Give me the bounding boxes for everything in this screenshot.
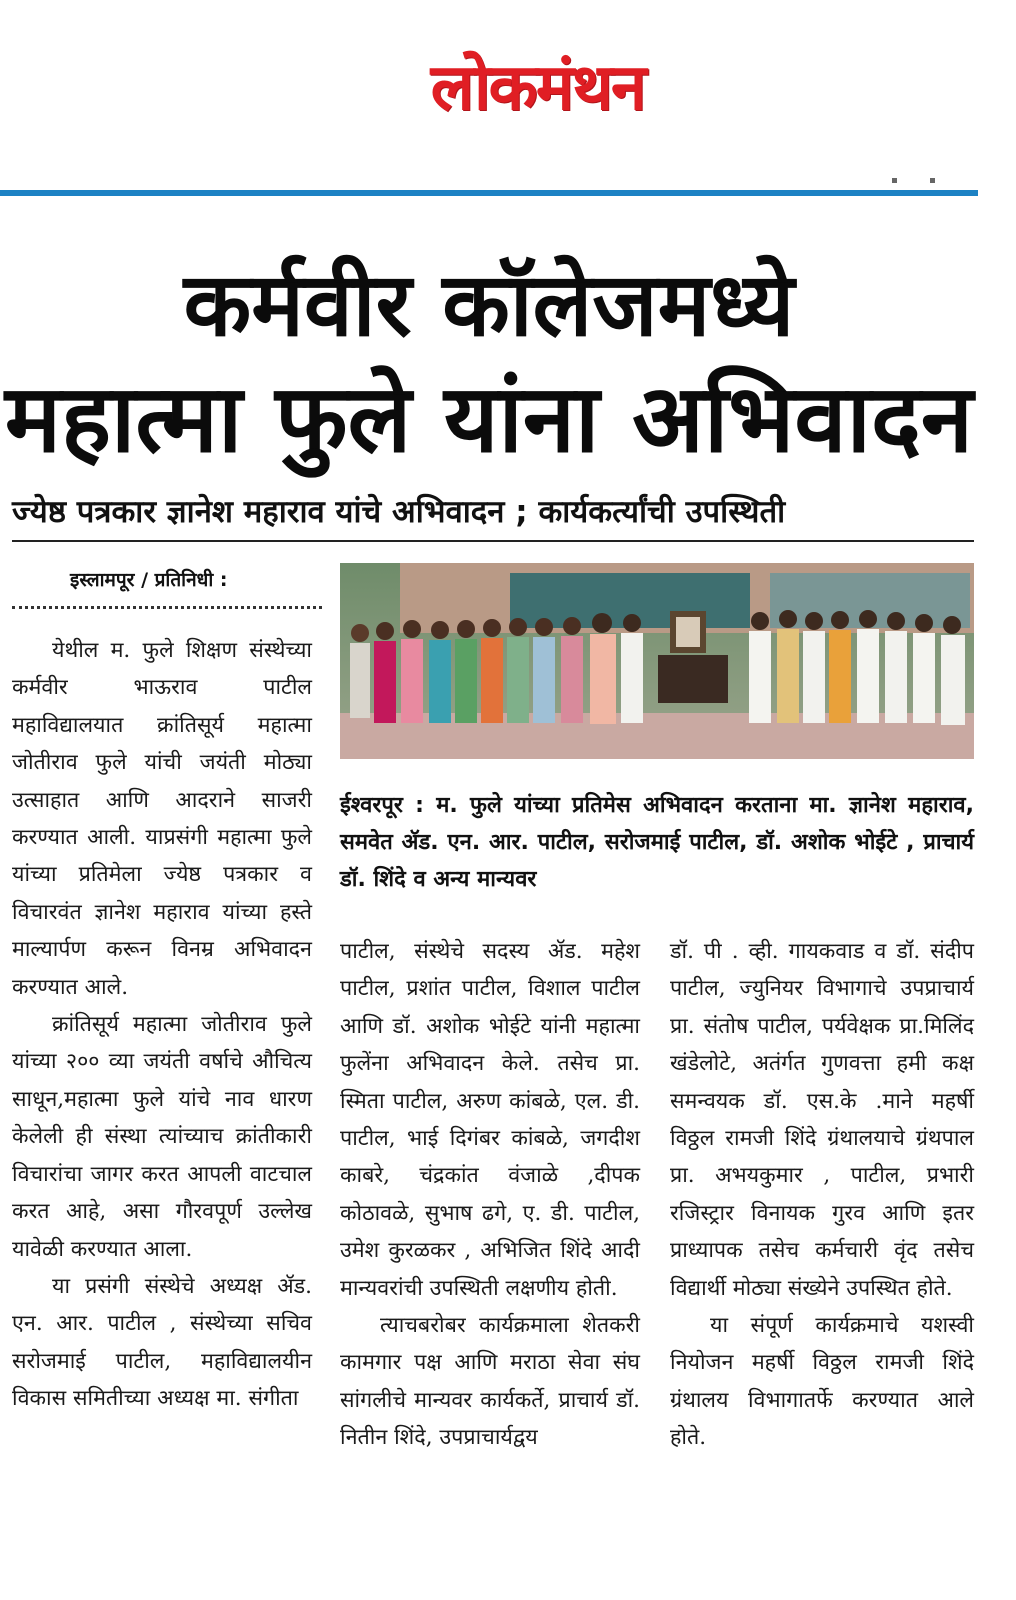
group-photo-icon [340,563,974,759]
article-paragraph: या प्रसंगी संस्थेचे अध्यक्ष ॲड. एन. आर. पाटील , संस्थेच्या सचिव सरोजमाई पाटील, महाविद्यालयीन विकास समितीच्या अध्यक्ष मा. संगीता [12,1273,312,1412]
article-paragraph: येथील म. फुले शिक्षण संस्थेच्या कर्मवीर भाऊराव पाटील महाविद्यालयात क्रांतिसूर्य महात्मा जोतीराव फुले यांची जयंती मोठ्या उत्साहात आणि आदराने साजरी करण्यात आली. याप्रसंगी महात्मा फुले यांच्या प्रतिमेला ज्येष्ठ पत्रकार व विचारवंत ज्ञानेश महाराव यांच्या हस्ते माल्यार्पण करून विनम्र अभिवादन करण्यात आले. [12,638,312,1000]
event-photo [340,563,974,759]
article-paragraph: क्रांतिसूर्य महात्मा जोतीराव फुले यांच्या २०० व्या जयंती वर्षाचे औचित्य साधून,महात्मा फुले यांचे नाव धारण केलेली ही संस्था त्यांच्याच क्रांतीकारी विचारांचा जागर करत आपली वाटचाल करत आहे, असा गौरवपूर्ण उल्लेख यावेळी करण्यात आला. [12,1012,312,1262]
masthead-rule [0,190,978,196]
divider-dot [892,178,897,183]
article-column-2 [340,933,640,1457]
masthead [0,0,1016,190]
article-column-1 [12,632,312,1418]
photo-caption: ईश्वरपूर : म. फुले यांच्या प्रतिमेस अभिवादन करताना मा. ज्ञानेश महाराव, समवेत ॲड. एन. आर. पाटील, सरोजमाई पाटील, डॉ. अशोक भोईटे , प्राचार्य डॉ. शिंदे व अन्य मान्यवर [340,793,974,892]
dateline: इस्लामपूर / प्रतिनिधी : [70,569,228,591]
headline-line-1: कर्मवीर कॉलेजमध्ये [183,253,795,356]
headline-divider [12,540,974,542]
article-paragraph: त्याचबरोबर कार्यक्रमाला शेतकरी कामगार पक्ष आणि मराठा सेवा संघ सांगलीचे मान्यवर कार्यकर्ते, प्राचार्य डॉ. नितीन शिंदे, उपप्राचार्यद्वय [340,1313,640,1451]
article-paragraph: या संपूर्ण कार्यक्रमाचे यशस्वी नियोजन महर्षी विठ्ठल रामजी शिंदे ग्रंथालय विभागातर्फे करण्यात आले होते. [670,1313,974,1451]
divider-dot [930,178,935,183]
dateline-divider [12,606,322,609]
headline-line-2: महात्मा फुले यांना अभिवादन [4,365,974,474]
article-paragraph: पाटील, संस्थेचे सदस्य ॲड. महेश पाटील, प्रशांत पाटील, विशाल पाटील आणि डॉ. अशोक भोईटे यांनी महात्मा फुलेंना अभिवादन केले. तसेच प्रा. स्मिता पाटील, अरुण कांबळे, एल. डी. पाटील, भाई दिगंबर कांबळे, जगदीश काबरे, चंद्रकांत वंजाळे ,दीपक कोठावळे, सुभाष ढगे, ए. डी. पाटील, उमेश कुरळकर , अभिजित शिंदे आदी मान्यवरांची उपस्थिती लक्षणीय होती. [340,939,640,1301]
newspaper-logo: लोकमंथन [430,51,645,125]
article-paragraph: डॉ. पी . व्ही. गायकवाड व डॉ. संदीप पाटील, ज्युनियर विभागाचे उपप्राचार्य प्रा. संतोष पाटील, पर्यवेक्षक प्रा.मिलिंद खंडेलोटे, अतंर्गत गुणवत्ता हमी कक्ष समन्वयक डॉ. एस.के .माने महर्षी विठ्ठल रामजी शिंदे ग्रंथालयाचे ग्रंथपाल प्रा. अभयकुमार , पाटील, प्रभारी रजिस्ट्रार विनायक गुरव आणि इतर प्राध्यापक तसेच कर्मचारी वृंद तसेच विद्यार्थी मोठ्या संख्येने उपस्थित होते. [670,939,974,1301]
article-column-3 [670,933,974,1457]
subheadline: ज्येष्ठ पत्रकार ज्ञानेश महाराव यांचे अभिवादन ; कार्यकर्त्यांची उपस्थिती [12,494,786,530]
